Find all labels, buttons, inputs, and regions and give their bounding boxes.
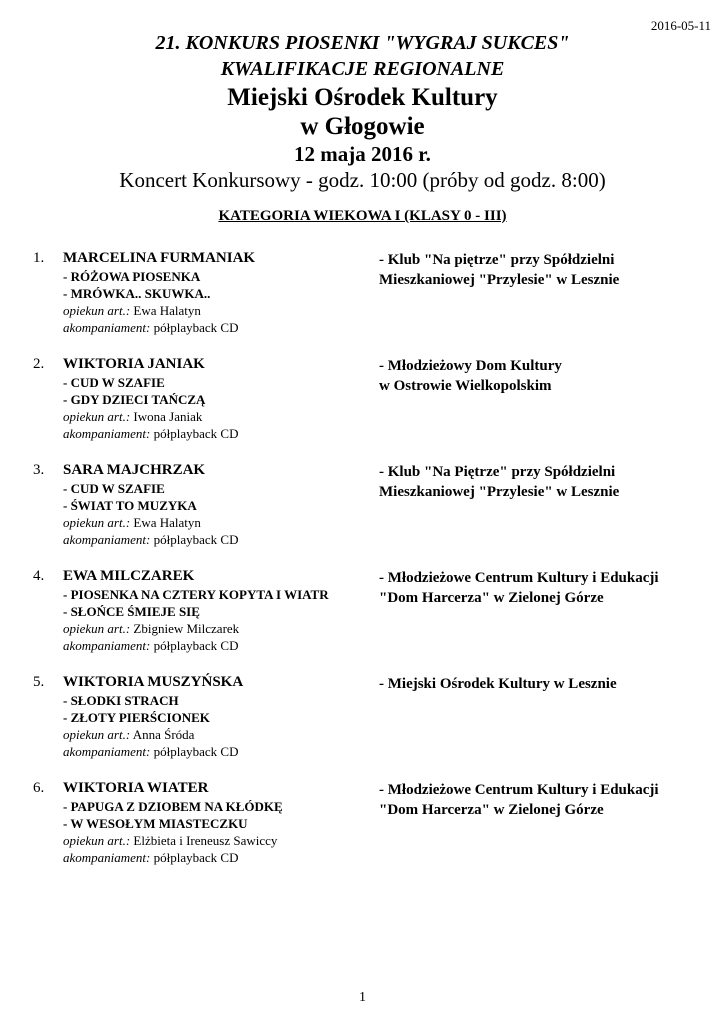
accompaniment-line [63,320,238,336]
age-category-heading [0,208,725,225]
organization-line: - Klub "Na piętrze" przy Spółdzielni [379,252,615,268]
song-title: - GDY DZIECI TAŃCZĄ [63,392,206,407]
organization-line: - Młodzieżowe Centrum Kultury i Edukacji [379,570,659,586]
accompaniment-label: akompaniament: [63,532,151,547]
coach-line [63,727,194,743]
participant-name: WIKTORIA WIATER [63,780,209,796]
event-date: 12 maja 2016 r. [294,142,431,166]
accompaniment-label: akompaniament: [63,426,151,441]
coach-line [63,833,277,849]
coach-name: Anna Śróda [132,727,195,742]
accompaniment-line [63,426,238,442]
organization-line: - Młodzieżowe Centrum Kultury i Edukacji [379,782,659,798]
accompaniment-label: akompaniament: [63,850,151,865]
coach-label: opiekun art.: [63,833,131,848]
song-title: - W WESOŁYM MIASTECZKU [63,816,248,831]
coach-line [63,515,201,531]
song-title: - ŚWIAT TO MUZYKA [63,498,197,513]
accompaniment-line [63,638,238,654]
organization-line: "Dom Harcerza" w Zielonej Górze [379,590,604,606]
organization [379,462,619,502]
organization-line: - Klub "Na Piętrze" przy Spółdzielni [379,464,616,480]
coach-label: opiekun art.: [63,409,131,424]
organization [379,674,617,714]
organization-line: "Dom Harcerza" w Zielonej Górze [379,802,604,818]
accompaniment-value: półplayback CD [153,850,239,865]
contest-subtitle: KWALIFIKACJE REGIONALNE [220,58,505,80]
entry-number: 5. [33,674,45,690]
coach-line [63,621,239,637]
song-title: - SŁODKI STRACH [63,693,179,708]
coach-label: opiekun art.: [63,727,131,742]
participant-name: EWA MILCZAREK [63,568,195,584]
song-title: - CUD W SZAFIE [63,481,165,496]
participant-name: WIKTORIA MUSZYŃSKA [63,674,244,690]
participant-name: MARCELINA FURMANIAK [63,250,256,266]
accompaniment-value: półplayback CD [153,744,239,759]
coach-name: Iwona Janiak [133,409,203,424]
coach-name: Ewa Halatyn [133,303,201,318]
coach-name: Zbigniew Milczarek [133,621,240,636]
accompaniment-value: półplayback CD [153,532,239,547]
song-title: - RÓŻOWA PIOSENKA [63,269,201,284]
contest-title: 21. KONKURS PIOSENKI "WYGRAJ SUKCES" [155,32,570,54]
song-title: - SŁOŃCE ŚMIEJE SIĘ [63,604,200,619]
coach-label: opiekun art.: [63,515,131,530]
coach-name: Ewa Halatyn [133,515,201,530]
venue-city: w Głogowie [300,113,425,140]
accompaniment-line [63,532,238,548]
song-title: - ZŁOTY PIERŚCIONEK [63,710,210,725]
entry-number: 2. [33,356,45,372]
concert-time: Koncert Konkursowy - godz. 10:00 (próby od godz. 8:00) [119,168,606,192]
venue-name: Miejski Ośrodek Kultury [227,84,498,111]
entry-number: 4. [33,568,45,584]
participant-name: SARA MAJCHRZAK [63,462,206,478]
organization-line: - Młodzieżowy Dom Kultury [379,358,562,374]
accompaniment-value: półplayback CD [153,426,239,441]
song-title: - CUD W SZAFIE [63,375,165,390]
entry-number: 3. [33,462,45,478]
organization [379,356,562,396]
organization-line: Mieszkaniowej "Przylesie" w Lesznie [379,272,620,288]
entry-number: 1. [33,250,45,266]
age-category-label: KATEGORIA WIEKOWA I (KLASY 0 - III) [218,208,507,224]
organization-line: w Ostrowie Wielkopolskim [379,378,552,394]
accompaniment-label: akompaniament: [63,744,151,759]
coach-line [63,409,202,425]
document-date: 2016-05-11 [650,18,711,33]
participant-name: WIKTORIA JANIAK [63,356,205,372]
song-title: - PIOSENKA NA CZTERY KOPYTA I WIATR [63,587,329,602]
organization-line: - Miejski Ośrodek Kultury w Lesznie [379,676,617,692]
song-title: - PAPUGA Z DZIOBEM NA KŁÓDKĘ [63,799,283,814]
organization [379,250,619,290]
accompaniment-value: półplayback CD [153,638,239,653]
accompaniment-line [63,850,238,866]
accompaniment-line [63,744,238,760]
accompaniment-label: akompaniament: [63,320,151,335]
accompaniment-value: półplayback CD [153,320,239,335]
entry-number: 6. [33,780,45,796]
organization-line: Mieszkaniowej "Przylesie" w Lesznie [379,484,620,500]
coach-name: Elżbieta i Ireneusz Sawiccy [133,833,278,848]
coach-line [63,303,201,319]
coach-label: opiekun art.: [63,303,131,318]
organization [379,780,659,820]
organization-line [379,694,617,714]
organization [379,568,659,608]
page-number: 1 [359,990,366,1005]
accompaniment-label: akompaniament: [63,638,151,653]
song-title: - MRÓWKA.. SKUWKA.. [63,286,211,301]
coach-label: opiekun art.: [63,621,131,636]
